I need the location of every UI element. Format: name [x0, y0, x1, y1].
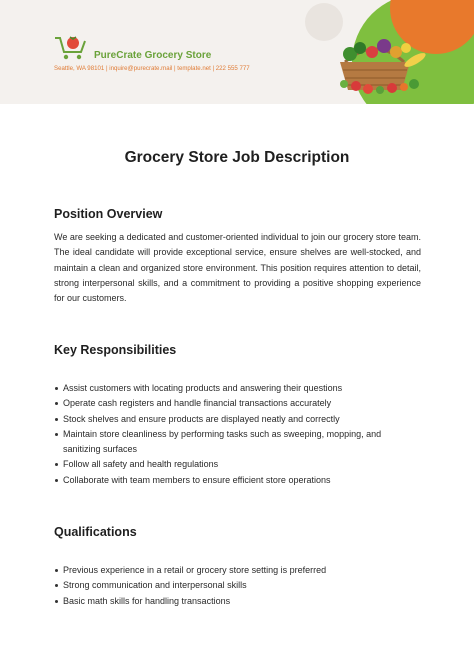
key-responsibilities-heading: Key Responsibilities [54, 343, 177, 357]
responsibilities-list [54, 381, 421, 488]
position-overview-text: We are seeking a dedicated and customer-oriented individual to join our grocery store team. The ideal candidate will provide exceptional service, ensure shelves are well-stocked, and maintain a clean and organized store environment. This position requires attention to detail, strong interpersonal skills, and a commitment to providing a positive shopping experience for our customers. [54, 232, 421, 304]
list-item: Previous experience in a retail or grocery store setting is preferred [54, 563, 421, 578]
document-title: Grocery Store Job Description [124, 149, 350, 166]
brand-contact-line: Seattle, WA 98101 | inquire@purecrate.mail | template.net | 222 555 777 [54, 65, 250, 72]
brand-name: PureCrate Grocery Store [94, 50, 212, 61]
list-item: Operate cash registers and handle financial transactions accurately [54, 396, 421, 411]
list-item: Strong communication and interpersonal skills [54, 578, 421, 593]
list-item: Follow all safety and health regulations [54, 457, 421, 472]
shopping-cart-tomato-icon [54, 32, 90, 62]
list-item: Maintain store cleanliness by performing tasks such as sweeping, mopping, and sanitizing surfaces [54, 427, 421, 458]
list-item: Assist customers with locating products and answering their questions [54, 381, 421, 396]
list-item: Basic math skills for handling transactions [54, 594, 421, 609]
qualifications-heading: Qualifications [54, 525, 137, 539]
position-overview-heading: Position Overview [54, 207, 163, 221]
list-item: Collaborate with team members to ensure efficient store operations [54, 473, 421, 488]
list-item: Stock shelves and ensure products are displayed neatly and correctly [54, 412, 421, 427]
letterhead [0, 0, 474, 104]
qualifications-list [54, 563, 421, 609]
